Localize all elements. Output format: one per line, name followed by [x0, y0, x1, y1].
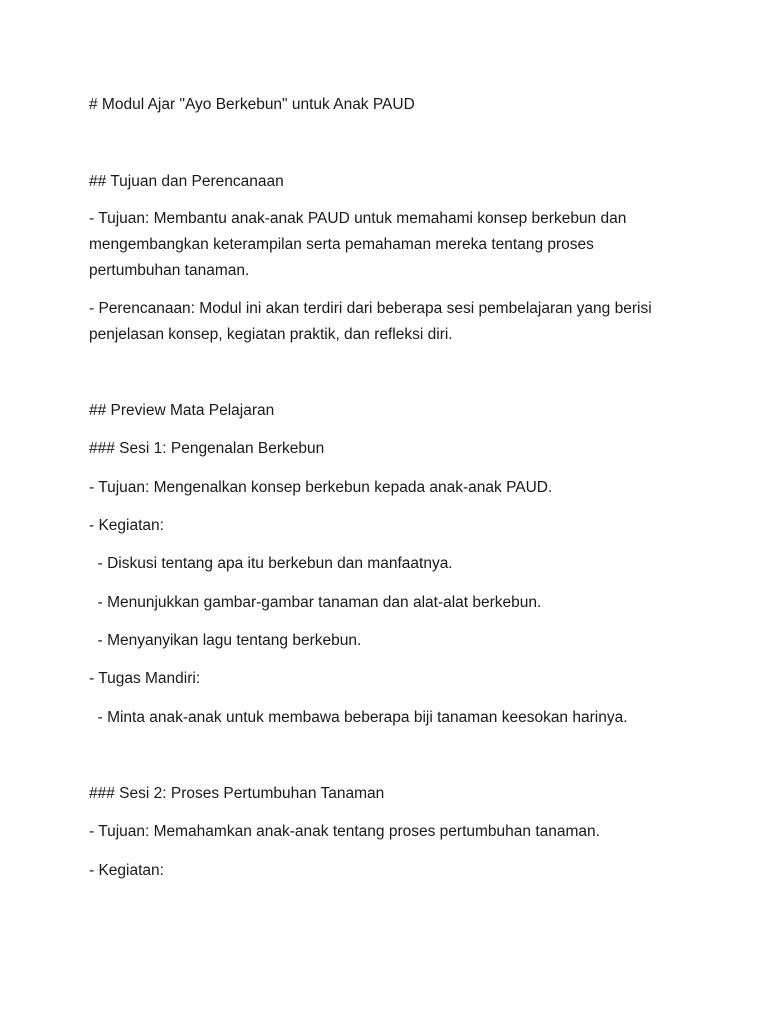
section-heading-preview: ## Preview Mata Pelajaran: [89, 402, 275, 419]
tujuan-line-1: - Tujuan: Membantu anak-anak PAUD untuk memahami konsep berkebun dan: [89, 210, 627, 227]
tujuan-paragraph: [89, 206, 689, 284]
sesi2-kegiatan-label: - Kegiatan:: [89, 862, 164, 879]
sesi2-tujuan: - Tujuan: Memahamkan anak-anak tentang proses pertumbuhan tanaman.: [89, 823, 600, 840]
sesi1-kegiatan-item-3: - Menyanyikan lagu tentang berkebun.: [89, 632, 362, 649]
sesi1-heading: ### Sesi 1: Pengenalan Berkebun: [89, 440, 325, 457]
sesi1-kegiatan-item-2: - Menunjukkan gambar-gambar tanaman dan alat-alat berkebun.: [89, 594, 542, 611]
sesi1-tugas-label: - Tugas Mandiri:: [89, 670, 201, 687]
sesi2-heading: ### Sesi 2: Proses Pertumbuhan Tanaman: [89, 785, 385, 802]
section-heading-tujuan: ## Tujuan dan Perencanaan: [89, 173, 284, 190]
perencanaan-line-2: penjelasan konsep, kegiatan praktik, dan refleksi diri.: [89, 326, 453, 343]
tujuan-line-2: mengembangkan keterampilan serta pemahaman mereka tentang proses: [89, 236, 594, 253]
sesi1-kegiatan-label: - Kegiatan:: [89, 517, 164, 534]
sesi1-tugas-item: - Minta anak-anak untuk membawa beberapa biji tanaman keesokan harinya.: [89, 709, 628, 726]
perencanaan-line-1: - Perencanaan: Modul ini akan terdiri dari beberapa sesi pembelajaran yang berisi: [89, 300, 652, 317]
tujuan-line-3: pertumbuhan tanaman.: [89, 262, 250, 279]
sesi1-tujuan: - Tujuan: Mengenalkan konsep berkebun kepada anak-anak PAUD.: [89, 479, 553, 496]
sesi1-kegiatan-item-1: - Diskusi tentang apa itu berkebun dan manfaatnya.: [89, 555, 453, 572]
perencanaan-paragraph: [89, 296, 689, 348]
document-title: # Modul Ajar "Ayo Berkebun" untuk Anak PAUD: [89, 96, 415, 113]
